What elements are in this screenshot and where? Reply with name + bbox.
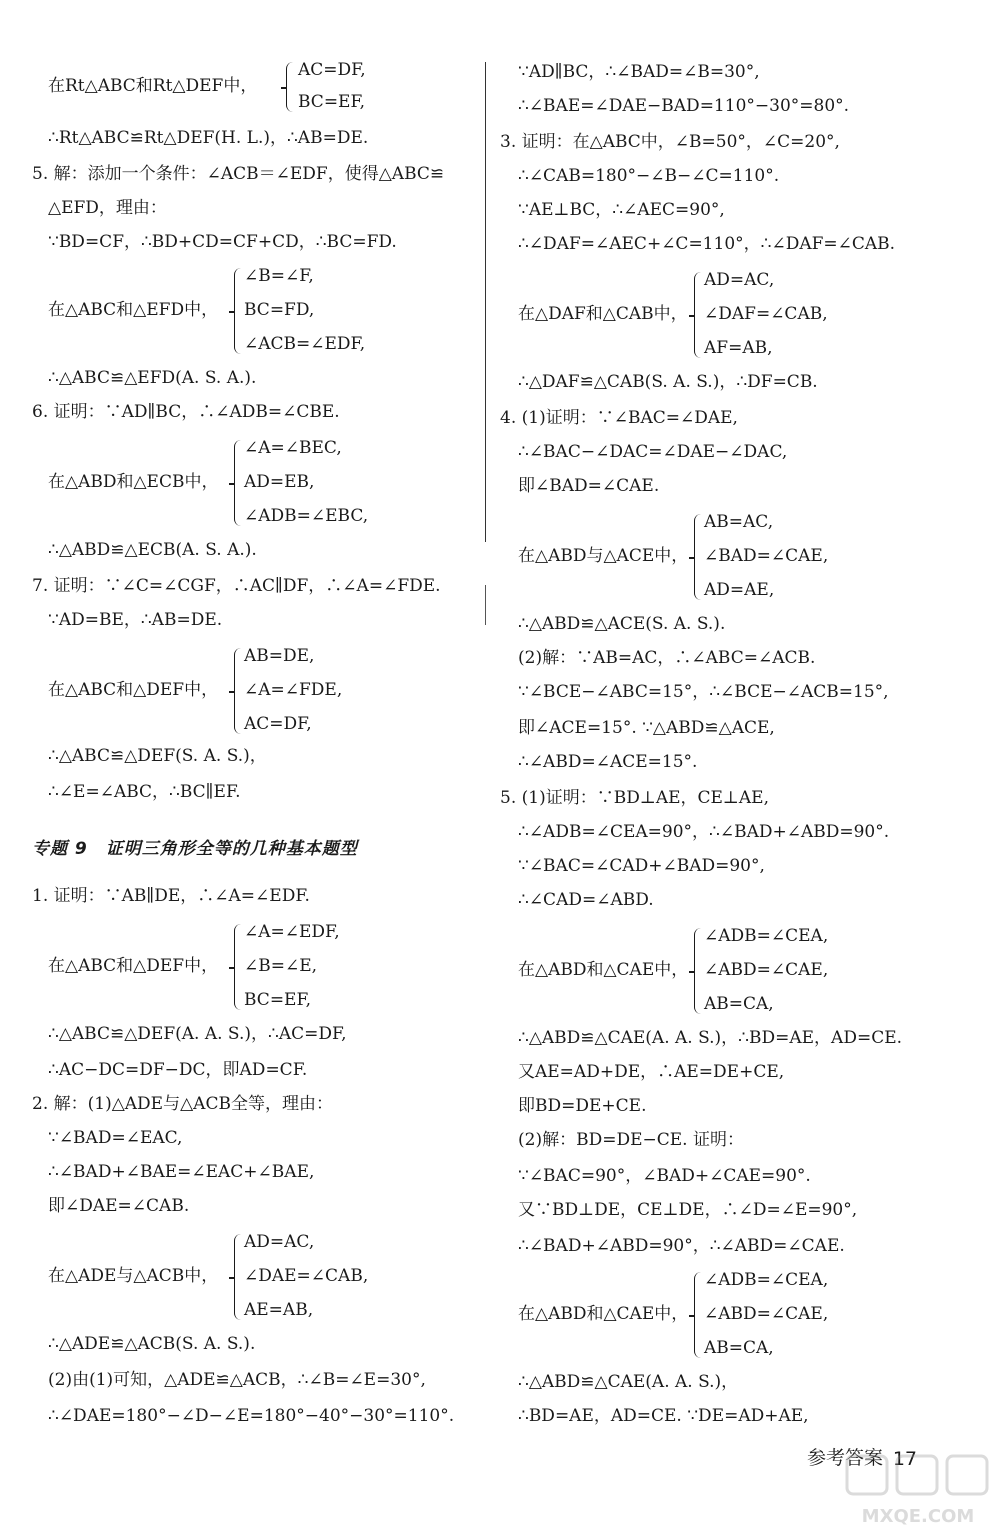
- text-line: 即∠BAD=∠CAE.: [518, 476, 660, 496]
- page-number: 17: [892, 1448, 917, 1470]
- text-line: ∴△ADE≌△ACB(S. A. S.).: [48, 1334, 256, 1354]
- text-line: ∴∠ABD=∠ACE=15°.: [518, 752, 698, 772]
- text-line: ∵∠BAD=∠EAC,: [48, 1128, 183, 1148]
- brace-label: 在△DAF和△CAB中，: [518, 304, 688, 324]
- text-line: ∴AC−DC=DF−DC，即AD=CF.: [48, 1060, 308, 1080]
- brace-item: ∠B=∠F,: [244, 266, 314, 286]
- text-line: ∴∠CAB=180°−∠B−∠C=110°.: [518, 166, 780, 186]
- text-line: ∴∠BAC−∠DAC=∠DAE−∠DAC,: [518, 442, 788, 462]
- brace-item: BC=EF,: [244, 990, 312, 1010]
- brace-label: 在△ABC和△EFD中，: [48, 300, 219, 320]
- brace-label: 在△ABD和△CAE中，: [518, 960, 689, 980]
- text-line: (2)解：∵AB=AC，∴∠ABC=∠ACB.: [518, 648, 816, 668]
- text-line: 即∠ACE=15°. ∵△ABD≌△ACE,: [518, 718, 775, 738]
- brace-label: 在△ABD与△ACE中，: [518, 546, 689, 566]
- text-line: ∵AD=BE，∴AB=DE.: [48, 610, 223, 630]
- column-divider: [485, 62, 486, 542]
- text-line: ∵∠BCE−∠ABC=15°，∴∠BCE−∠ACB=15°,: [518, 682, 889, 702]
- brace-icon: [234, 648, 242, 734]
- problem-6-line: 6. 证明：∵AD∥BC，∴∠ADB=∠CBE.: [32, 402, 340, 422]
- text-line: 即BD=DE+CE.: [518, 1096, 647, 1116]
- brace-icon: [694, 272, 702, 358]
- text-line: 又AE=AD+DE，∴AE=DE+CE,: [518, 1062, 785, 1082]
- text-line: ∴∠DAF=∠AEC+∠C=110°，∴∠DAF=∠CAB.: [518, 234, 896, 254]
- text-line: ∴∠BAD+∠BAE=∠EAC+∠BAE,: [48, 1162, 315, 1182]
- brace-icon: [694, 1272, 702, 1358]
- brace-item: AD=EB,: [244, 472, 315, 492]
- brace-item: AD=AE,: [704, 580, 775, 600]
- brace-item: BC=FD,: [244, 300, 315, 320]
- text-line: (2)由(1)可知，△ADE≌△ACB，∴∠B=∠E=30°,: [48, 1370, 426, 1390]
- brace-item: ∠A=∠EDF,: [244, 922, 340, 942]
- brace-item: BC=EF,: [298, 92, 366, 112]
- brace-icon: [234, 924, 242, 1010]
- text-line: △EFD，理由：: [48, 198, 167, 218]
- problem-5-line: 5. 解：添加一个条件：∠ACB＝∠EDF，使得△ABC≌: [32, 164, 445, 184]
- text-line: ∴∠BAE=∠DAE−BAD=110°−30°=80°.: [518, 96, 850, 116]
- brace-icon: [694, 928, 702, 1014]
- text-line: ∵BD=CF，∴BD+CD=CF+CD，∴BC=FD.: [48, 232, 397, 252]
- brace-label: 在Rt△ABC和Rt△DEF中，: [48, 76, 258, 96]
- text-line: ∴∠BAD+∠ABD=90°，∴∠ABD=∠CAE.: [518, 1236, 845, 1256]
- text-line: ∵AD∥BC，∴∠BAD=∠B=30°,: [518, 62, 760, 82]
- text-line: ∴∠CAD=∠ABD.: [518, 890, 654, 910]
- brace-item: ∠DAF=∠CAB,: [704, 304, 828, 324]
- text-line: 又∵BD⊥DE，CE⊥DE，∴∠D=∠E=90°,: [518, 1200, 858, 1220]
- brace-item: AF=AB,: [704, 338, 773, 358]
- column-divider-fragment: [485, 585, 486, 625]
- text-line: ∴△DAF≌△CAB(S. A. S.)，∴DF=CB.: [518, 372, 818, 392]
- footer-label: 参考答案: [806, 1447, 883, 1469]
- text-line: ∵∠BAC=∠CAD+∠BAD=90°,: [518, 856, 765, 876]
- text-line: ∴△ABD≌△CAE(A. A. S.)，∴BD=AE，AD=CE.: [518, 1028, 903, 1048]
- brace-icon: [234, 440, 242, 526]
- brace-item: ∠BAD=∠CAE,: [704, 546, 829, 566]
- text-line: ∴Rt△ABC≌Rt△DEF(H. L.)，∴AB=DE.: [48, 128, 369, 148]
- brace-label: 在△ABD和△ECB中，: [48, 472, 219, 492]
- brace-item: ∠A=∠BEC,: [244, 438, 342, 458]
- section-problem-2-line: 2. 解：(1)△ADE与△ACB全等，理由：: [32, 1094, 333, 1114]
- problem-3-line: 3. 证明：在△ABC中，∠B=50°，∠C=20°,: [500, 132, 840, 152]
- text-line: ∴△ABC≌△DEF(S. A. S.)，: [48, 746, 267, 766]
- brace-icon: [234, 1234, 242, 1320]
- brace-item: AD=AC,: [704, 270, 775, 290]
- problem-5-line: 5. (1)证明：∵BD⊥AE，CE⊥AE,: [500, 788, 769, 808]
- text-line: ∴△ABD≌△CAE(A. A. S.)，: [518, 1372, 739, 1392]
- section-heading: 专题 9 证明三角形全等的几种基本题型: [32, 839, 358, 859]
- watermark-logo-icon: [843, 1452, 993, 1532]
- brace-item: ∠B=∠E,: [244, 956, 318, 976]
- brace-item: AD=AC,: [244, 1232, 315, 1252]
- section-problem-1-line: 1. 证明：∵AB∥DE，∴∠A=∠EDF.: [32, 886, 310, 906]
- brace-item: AB=DE,: [244, 646, 315, 666]
- brace-icon: [694, 514, 702, 600]
- brace-icon: [234, 268, 242, 354]
- text-line: ∴∠E=∠ABC，∴BC∥EF.: [48, 782, 241, 802]
- brace-item: ∠ABD=∠CAE,: [704, 1304, 829, 1324]
- text-line: (2)解：BD=DE−CE. 证明：: [518, 1130, 744, 1150]
- brace-label: 在△ABC和△DEF中，: [48, 956, 219, 976]
- text-line: ∴∠DAE=180°−∠D−∠E=180°−40°−30°=110°.: [48, 1406, 455, 1426]
- brace-label: 在△ABC和△DEF中，: [48, 680, 219, 700]
- problem-4-line: 4. (1)证明：∵∠BAC=∠DAE,: [500, 408, 738, 428]
- text-line: ∴△ABD≌△ACE(S. A. S.).: [518, 614, 726, 634]
- text-line: ∵∠BAC=90°，∠BAD+∠CAE=90°.: [518, 1166, 811, 1186]
- brace-label: 在△ABD和△CAE中，: [518, 1304, 689, 1324]
- brace-item: AB=CA,: [704, 1338, 774, 1358]
- text-line: ∴△ABD≌△ECB(A. S. A.).: [48, 540, 257, 560]
- brace-item: ∠ACB=∠EDF,: [244, 334, 366, 354]
- brace-item: AB=AC,: [704, 512, 774, 532]
- brace-item: ∠DAE=∠CAB,: [244, 1266, 369, 1286]
- brace-icon: [286, 62, 294, 112]
- watermark-text: MXQE.COM: [861, 1506, 975, 1527]
- brace-item: AC=DF,: [298, 60, 366, 80]
- brace-item: ∠ABD=∠CAE,: [704, 960, 829, 980]
- text-line: ∴∠ADB=∠CEA=90°，∴∠BAD+∠ABD=90°.: [518, 822, 890, 842]
- brace-item: ∠ADB=∠CEA,: [704, 926, 829, 946]
- text-line: ∴△ABC≌△DEF(A. A. S.)，∴AC=DF,: [48, 1024, 347, 1044]
- brace-label: 在△ADE与△ACB中，: [48, 1266, 219, 1286]
- brace-item: ∠A=∠FDE,: [244, 680, 343, 700]
- problem-7-line: 7. 证明：∵∠C=∠CGF，∴AC∥DF，∴∠A=∠FDE.: [32, 576, 441, 596]
- text-line: ∵AE⊥BC，∴∠AEC=90°,: [518, 200, 725, 220]
- text-line: ∴△ABC≌△EFD(A. S. A.).: [48, 368, 257, 388]
- brace-item: AB=CA,: [704, 994, 774, 1014]
- text-line: 即∠DAE=∠CAB.: [48, 1196, 190, 1216]
- text-line: ∴BD=AE，AD=CE. ∵DE=AD+AE,: [518, 1406, 809, 1426]
- brace-item: AE=AB,: [244, 1300, 314, 1320]
- brace-item: ∠ADB=∠EBC,: [244, 506, 369, 526]
- brace-item: ∠ADB=∠CEA,: [704, 1270, 829, 1290]
- brace-item: AC=DF,: [244, 714, 312, 734]
